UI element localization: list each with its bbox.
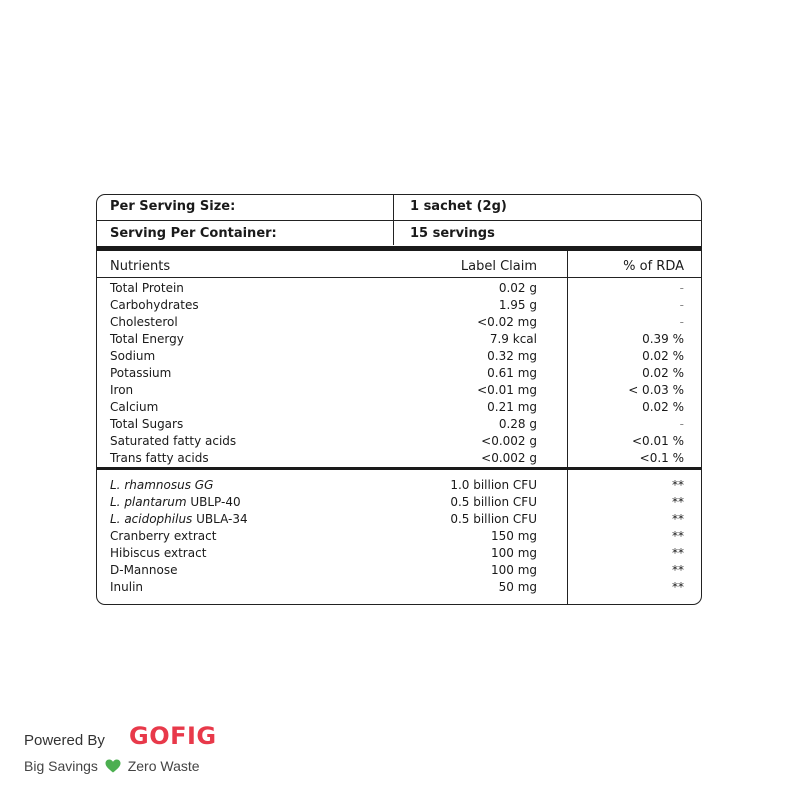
active-ingredient-name [110,579,143,596]
active-ingredient-name [110,477,213,494]
active-ingredient-row [97,511,701,528]
nutrient-rda: 0.02 % [642,400,684,414]
nutrient-name: Cholesterol [110,315,178,329]
nutrient-name: Total Sugars [110,417,184,431]
active-ingredient-row [97,545,701,562]
nutrient-name: Carbohydrates [110,298,199,312]
heart-icon [105,759,121,773]
nutrient-rda: <0.1 % [639,451,684,465]
nutrient-row [97,450,701,467]
active-label-claim: 150 mg [490,529,537,543]
tagline-left: Big Savings [24,758,98,774]
column-headers [97,257,701,277]
nutrient-label-claim: 7.9 kcal [489,332,537,346]
nutrient-rda: - [679,281,684,295]
serving-size-value: 1 sachet (2g) [410,199,507,214]
header-column-divider [393,195,394,245]
column-header-nutrients: Nutrients [110,259,171,274]
section-divider [97,467,701,470]
nutrient-label-claim: 0.21 mg [487,400,537,414]
serving-size-row [97,195,701,219]
active-rda: ** [672,563,684,577]
nutrient-name: Potassium [110,366,172,380]
nutrient-row [97,433,701,450]
serving-size-label: Per Serving Size: [110,199,236,214]
active-ingredient-name [110,528,216,545]
nutrient-name: Sodium [110,349,156,363]
nutrient-row [97,297,701,314]
active-ingredient-name [110,511,248,528]
nutrient-label-claim: 0.61 mg [487,366,537,380]
active-ingredient-row [97,579,701,596]
nutrient-row [97,416,701,433]
nutrient-label-claim: 0.28 g [498,417,537,431]
nutrient-row [97,314,701,331]
active-ingredient-name [110,545,206,562]
nutrient-row [97,382,701,399]
nutrient-rda: - [679,298,684,312]
active-label-claim: 100 mg [490,563,537,577]
nutrient-label-claim: <0.002 g [481,451,537,465]
active-label-claim: 0.5 billion CFU [450,495,537,509]
nutrient-row [97,399,701,416]
ingredient-species: L. acidophilus [110,512,193,526]
ingredient-strain: UBLA-34 [192,512,248,526]
nutrient-label-claim: <0.01 mg [477,383,537,397]
active-label-claim: 100 mg [490,546,537,560]
nutrient-label-claim: 0.02 g [498,281,537,295]
servings-label: Serving Per Container: [110,226,277,241]
active-label-claim: 0.5 billion CFU [450,512,537,526]
active-rda: ** [672,495,684,509]
ingredient-species: L. rhamnosus GG [110,478,214,492]
ingredient-strain: Hibiscus extract [110,546,207,560]
active-ingredient-name [110,562,177,579]
nutrient-name: Trans fatty acids [110,451,209,465]
nutrient-label-claim: 0.32 mg [487,349,537,363]
nutrient-name: Iron [110,383,134,397]
active-ingredient-row [97,528,701,545]
powered-by-text: Powered By [24,732,105,749]
active-rda: ** [672,512,684,526]
active-rda: ** [672,529,684,543]
ingredient-species: L. plantarum [110,495,187,509]
tagline-right: Zero Waste [127,758,200,774]
nutrient-row [97,365,701,382]
divider [97,277,701,278]
active-rda: ** [672,478,684,492]
nutrient-rda: - [679,417,684,431]
nutrient-rda: < 0.03 % [628,383,684,397]
ingredient-strain: Cranberry extract [110,529,217,543]
nutrient-rda: 0.39 % [642,332,684,346]
active-ingredient-row [97,477,701,494]
nutrient-rda: 0.02 % [642,366,684,380]
ingredient-strain: UBLP-40 [186,495,241,509]
nutrient-row [97,280,701,297]
servings-row [97,222,701,246]
active-label-claim: 50 mg [498,580,537,594]
active-ingredient-row [97,562,701,579]
active-rda: ** [672,546,684,560]
nutrient-name: Total Protein [110,281,184,295]
nutrient-label-claim: <0.002 g [481,434,537,448]
nutrient-rda: - [679,315,684,329]
ingredient-strain: D-Mannose [110,563,178,577]
ingredient-strain: Inulin [110,580,144,594]
active-label-claim: 1.0 billion CFU [450,478,537,492]
active-rda: ** [672,580,684,594]
active-ingredient-name [110,494,241,511]
column-header-label-claim: Label Claim [460,259,537,274]
thick-divider [97,246,701,251]
nutrition-facts-panel [96,194,702,605]
tagline [24,758,200,774]
nutrient-row [97,331,701,348]
column-header-rda: % of RDA [623,259,684,274]
nutrient-rda: <0.01 % [632,434,684,448]
divider [97,220,701,221]
nutrient-name: Calcium [110,400,159,414]
nutrient-rda: 0.02 % [642,349,684,363]
nutrient-label-claim: <0.02 mg [477,315,537,329]
nutrient-name: Total Energy [110,332,184,346]
gofig-logo: GOFIG [129,722,217,750]
servings-value: 15 servings [410,226,495,241]
nutrient-name: Saturated fatty acids [110,434,237,448]
nutrient-label-claim: 1.95 g [498,298,537,312]
nutrient-row [97,348,701,365]
active-ingredient-row [97,494,701,511]
